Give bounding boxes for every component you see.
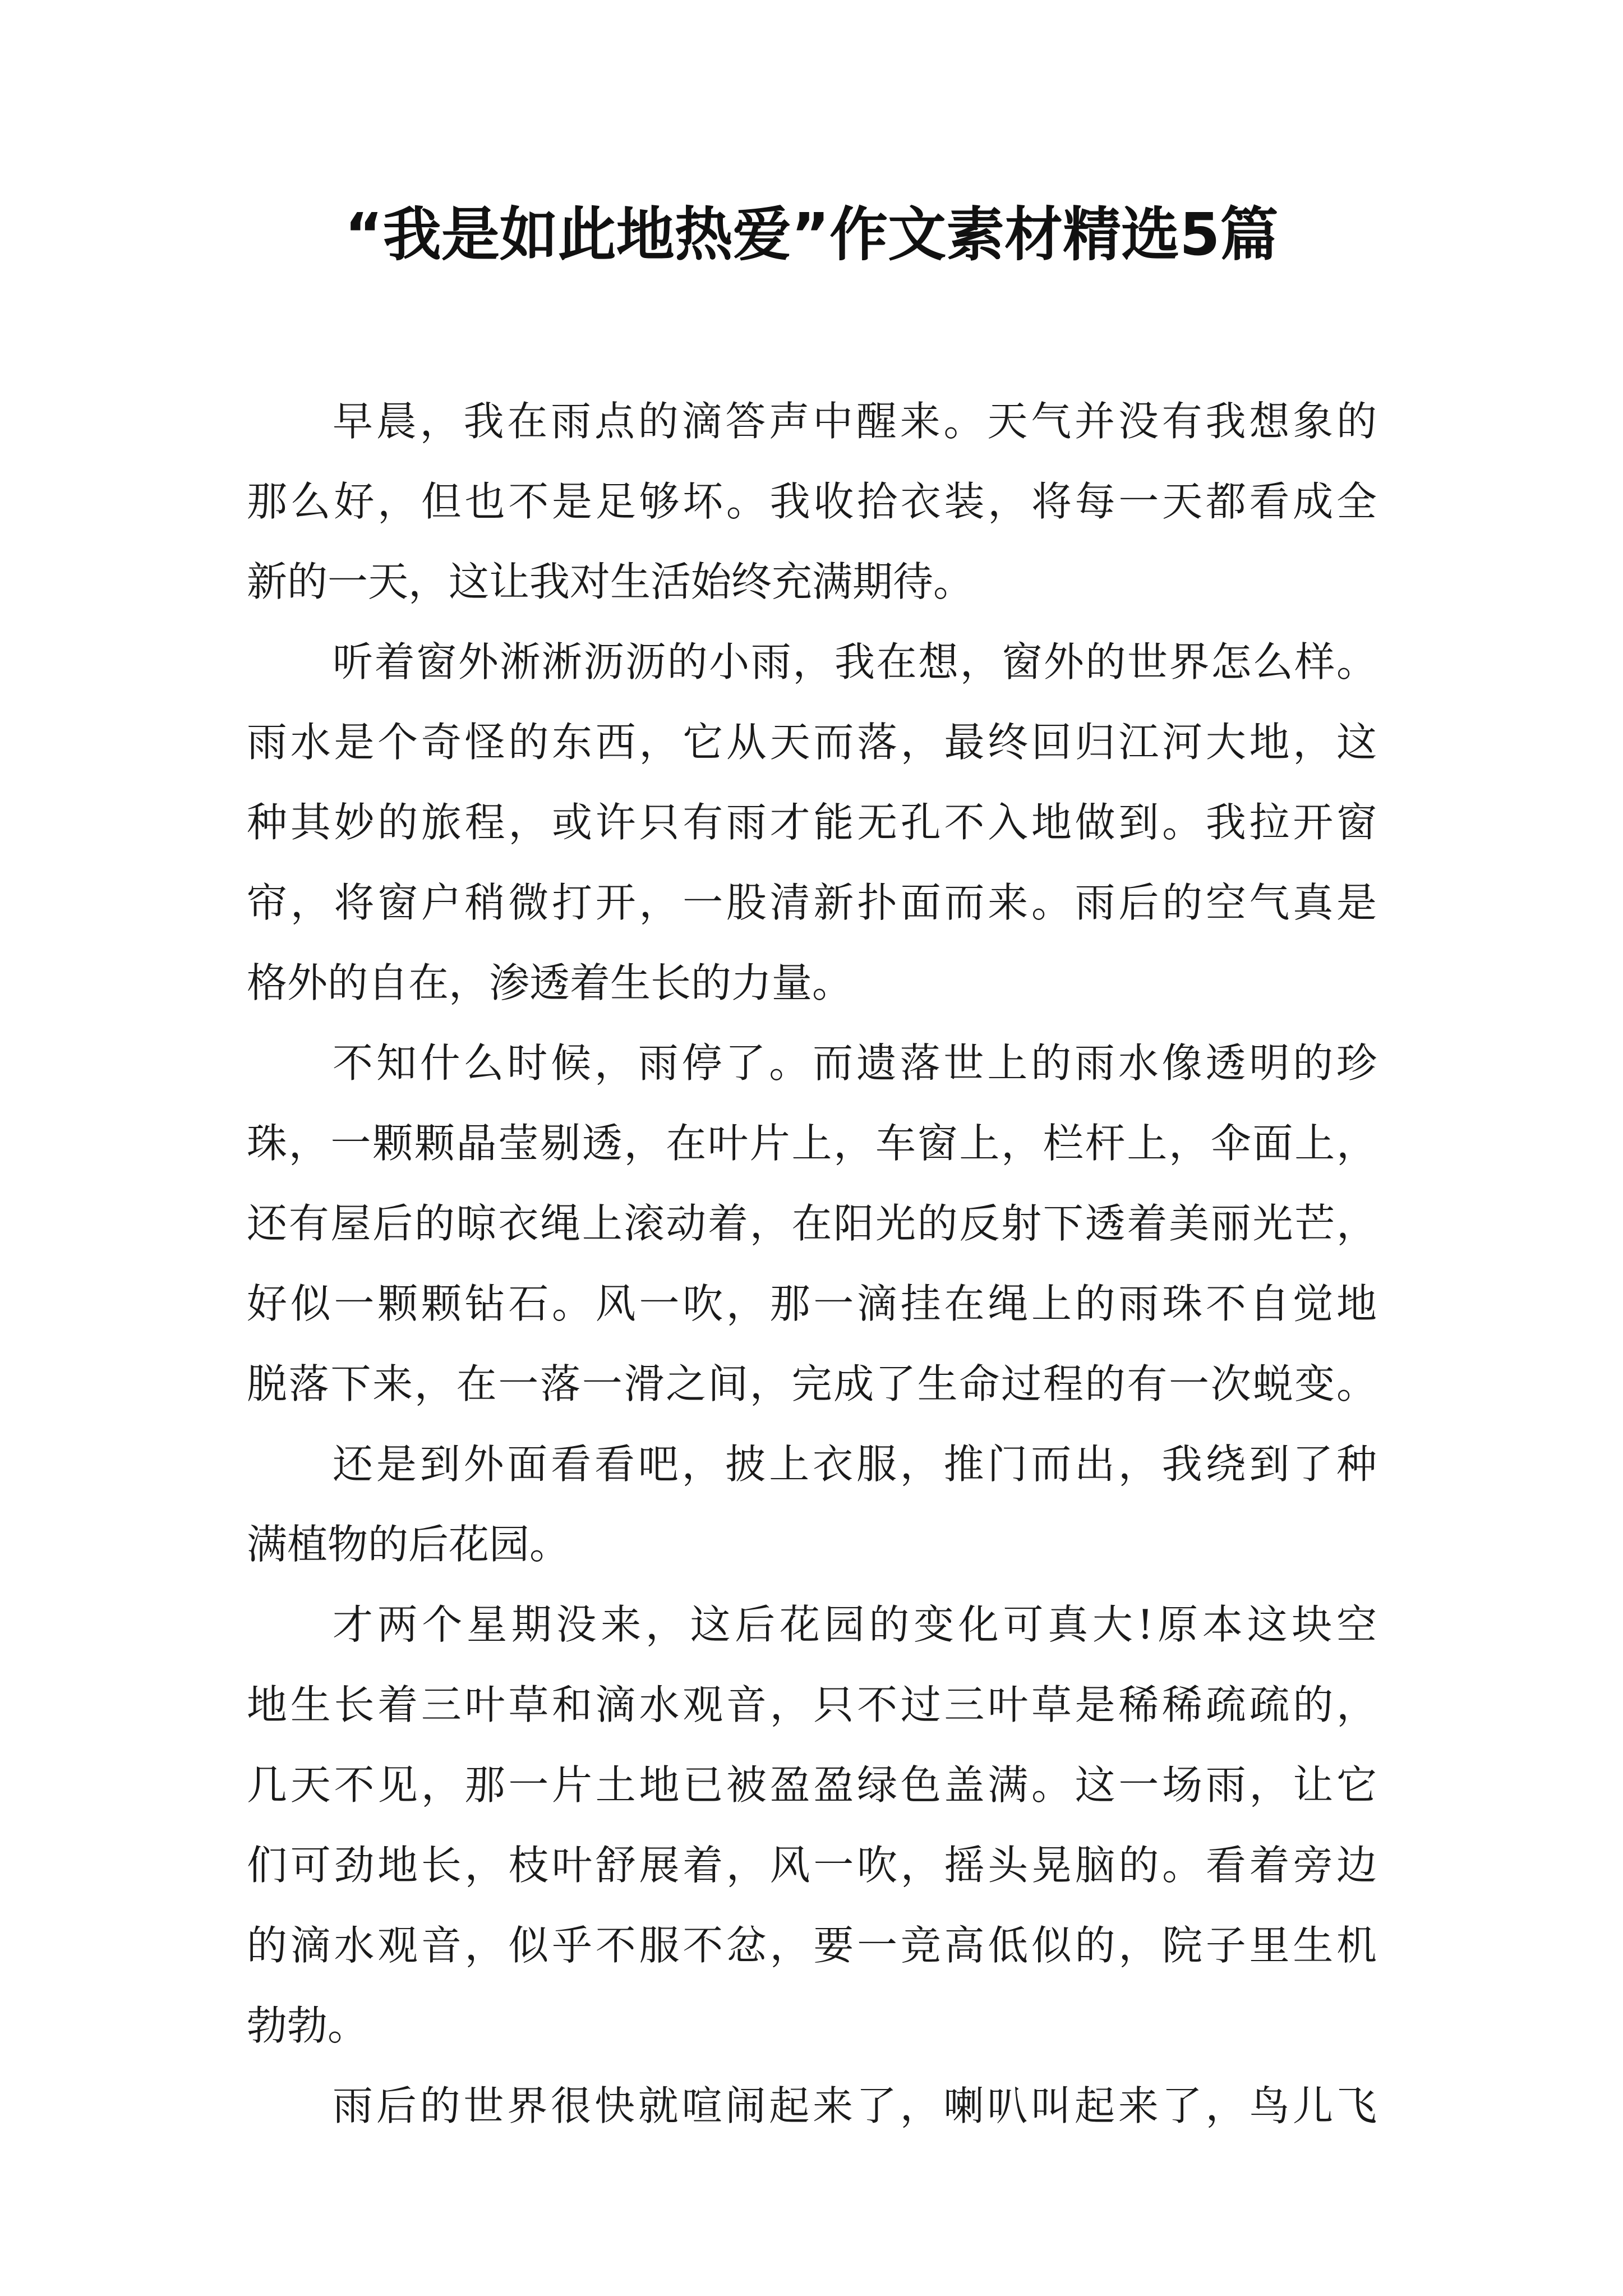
paragraph [247, 1585, 1377, 2066]
text-line: 几天不见，那一片土地已被盈盈绿色盖满。这一场雨，让它 [247, 1761, 1377, 1809]
text-line: 们可劲地长，枝叶舒展着，风一吹，摇头晃脑的。看着旁边 [247, 1842, 1377, 1889]
paragraph [247, 381, 1377, 622]
text-line: 满植物的后花园。 [247, 1521, 570, 1568]
document-body [247, 381, 1377, 2146]
text-line: 才两个星期没来，这后花园的变化可真大!原本这块空 [333, 1601, 1377, 1648]
text-line: 听着窗外淅淅沥沥的小雨，我在想，窗外的世界怎么样。 [333, 638, 1377, 685]
paragraph [247, 2066, 1377, 2146]
document-title: “我是如此地热爱”作文素材精选5篇 [344, 200, 1279, 269]
text-line: 的滴水观音，似乎不服不忿，要一竞高低似的，院子里生机 [247, 1922, 1377, 1969]
text-line: 帘，将窗户稍微打开，一股清新扑面而来。雨后的空气真是 [247, 879, 1377, 926]
text-line: 地生长着三叶草和滴水观音，只不过三叶草是稀稀疏疏的， [247, 1681, 1377, 1728]
text-line: 好似一颗颗钻石。风一吹，那一滴挂在绳上的雨珠不自觉地 [247, 1280, 1377, 1327]
text-line: 还是到外面看看吧，披上衣服，推门而出，我绕到了种 [333, 1441, 1377, 1488]
text-line: 雨水是个奇怪的东西，它从天而落，最终回归江河大地，这 [247, 719, 1377, 766]
text-line: 格外的自在，渗透着生长的力量。 [247, 959, 853, 1006]
text-line: 早晨，我在雨点的滴答声中醒来。天气并没有我想象的 [333, 398, 1377, 445]
paragraph [247, 1023, 1377, 1424]
text-line: 勃勃。 [247, 2002, 368, 2049]
text-line: 雨后的世界很快就喧闹起来了，喇叭叫起来了，鸟儿飞 [333, 2082, 1377, 2129]
text-line: 还有屋后的晾衣绳上滚动着，在阳光的反射下透着美丽光芒， [247, 1200, 1377, 1247]
text-line: 珠，一颗颗晶莹剔透，在叶片上，车窗上，栏杆上，伞面上， [247, 1120, 1377, 1167]
paragraph [247, 622, 1377, 1023]
paragraph [247, 1424, 1377, 1585]
text-line: 不知什么时候，雨停了。而遗落世上的雨水像透明的珍 [333, 1039, 1377, 1087]
text-line: 那么好，但也不是足够坏。我收拾衣装，将每一天都看成全 [247, 478, 1377, 525]
text-line: 种其妙的旅程，或许只有雨才能无孔不入地做到。我拉开窗 [247, 799, 1377, 846]
text-line: 脱落下来，在一落一滑之间，完成了生命过程的有一次蜕变。 [247, 1360, 1377, 1407]
text-line: 新的一天，这让我对生活始终充满期待。 [247, 558, 974, 605]
